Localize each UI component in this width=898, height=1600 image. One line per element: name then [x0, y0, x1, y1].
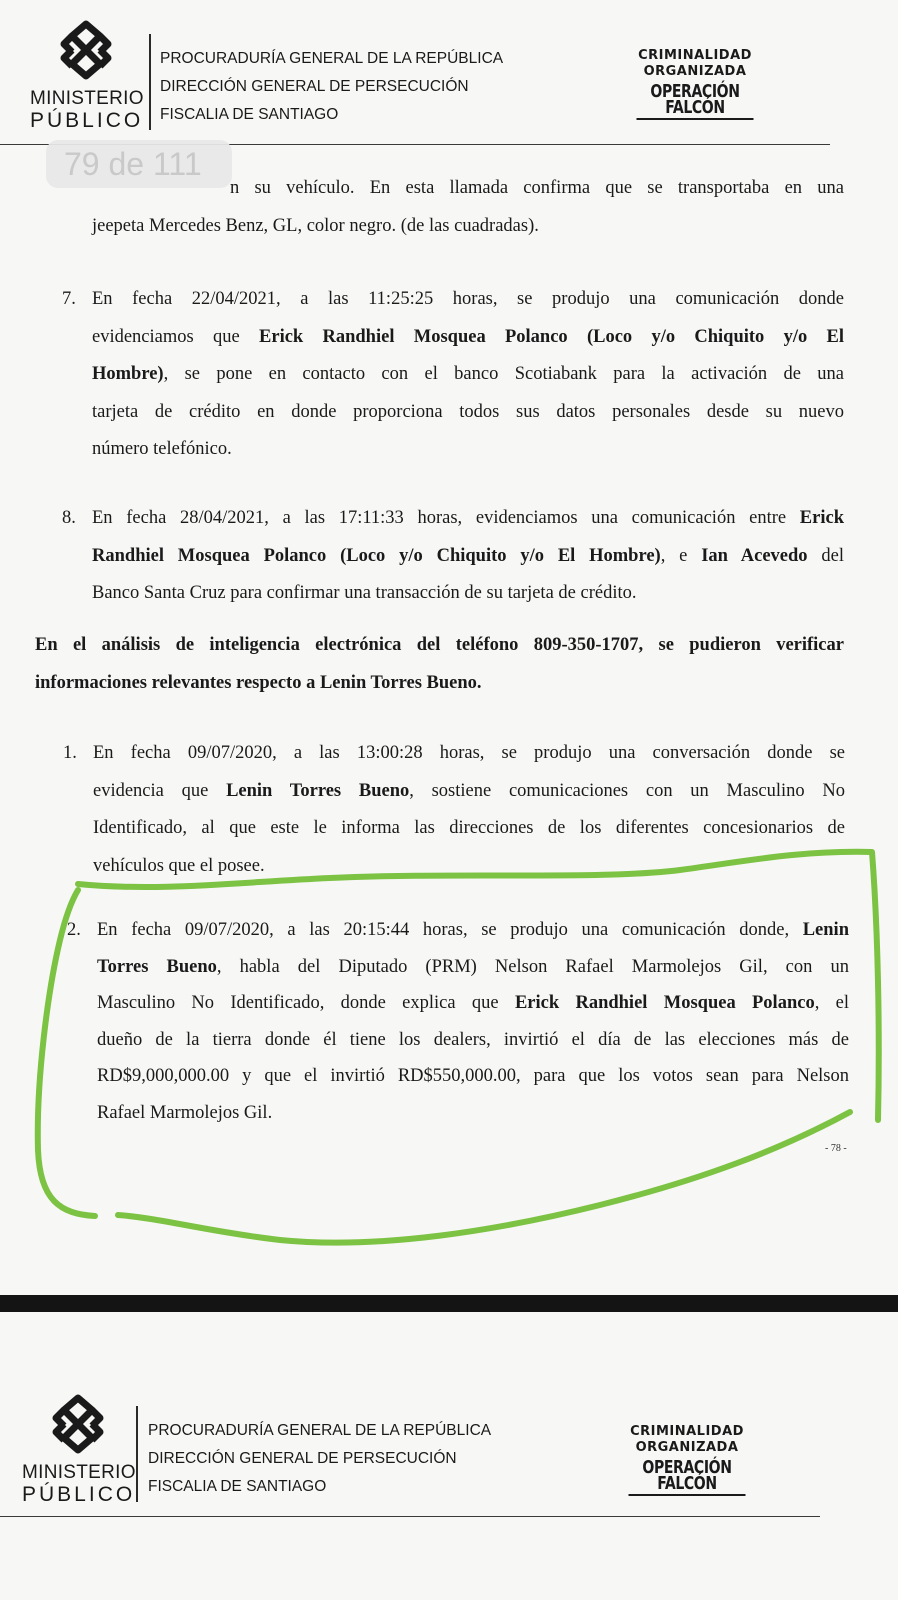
text-line: En fecha 22/04/2021, a las 11:25:25 horas, se produjo una comunicación donde	[92, 289, 844, 309]
institution-lines	[148, 1417, 491, 1501]
institution-line: FISCALIA DE SANTIAGO	[148, 1478, 327, 1495]
unit-line: CRIMINALIDAD	[630, 1424, 744, 1439]
institution-line: DIRECCIÓN GENERAL DE PERSECUCIÓN	[148, 1450, 457, 1467]
header-divider	[136, 1406, 138, 1502]
text-run: evidenciamos que	[92, 326, 260, 347]
bold-run: Ian Acevedo	[701, 545, 808, 566]
item-number: 2.	[67, 920, 81, 940]
document-page	[0, 1312, 898, 1600]
text-line: Banco Santa Cruz para confirmar una transacción de su tarjeta de crédito.	[92, 583, 637, 603]
text-line: vehículos que el posee.	[93, 855, 265, 876]
text-run: En fecha 28/04/2021, a las 17:11:33 horas, evidenciamos una comunicación entre	[92, 508, 800, 528]
text-line: En fecha 09/07/2020, a las 13:00:28 horas, se produjo una conversación donde se	[93, 743, 845, 763]
institution-line: PROCURADURÍA GENERAL DE LA REPÚBLICA	[148, 1422, 492, 1439]
text-line: n su vehículo. En esta llamada confirma que se transportaba en una	[230, 178, 844, 198]
logo-text-publico: PÚBLICO	[22, 1483, 136, 1506]
text-line: tarjeta de crédito en donde proporciona todos sus datos personales desde su nuevo	[92, 401, 844, 422]
institution-line: PROCURADURÍA GENERAL DE LA REPÚBLICA	[160, 50, 504, 67]
text-line: informaciones relevantes respecto a Lenin Torres Bueno.	[35, 672, 482, 693]
bold-run: Erick	[799, 508, 844, 528]
institution-line: FISCALIA DE SANTIAGO	[160, 106, 339, 123]
unit-line: ORGANIZADA	[643, 64, 747, 79]
text-run: , se pone en contacto con el banco Scotiabank para la activación de una	[163, 364, 844, 384]
text-run: del	[807, 545, 844, 566]
text-line: jeepeta Mercedes Benz, GL, color negro. (de las cuadradas).	[92, 215, 539, 236]
logo-text-ministerio: MINISTERIO	[30, 88, 144, 109]
unit-line: ORGANIZADA	[635, 1440, 739, 1455]
annotation-stroke-left	[38, 890, 95, 1216]
page-number: - 78 -	[825, 1143, 847, 1154]
text-line: En el análisis de inteligencia electrónica del teléfono 809-350-1707, se pudieron verificar	[35, 635, 844, 655]
text-run: En fecha 09/07/2020, a las 20:15:44 horas, se produjo una comunicación donde,	[97, 920, 803, 940]
item-number: 8.	[62, 508, 76, 528]
bold-run: Lenin	[802, 920, 849, 940]
annotation-stroke-top	[78, 852, 879, 1120]
bold-run: Hombre)	[92, 364, 164, 384]
operation-name: OPERACIÓN FALCÓN	[629, 1460, 746, 1496]
page-separator	[0, 1295, 898, 1312]
ministerio-publico-logo	[22, 1392, 134, 1506]
logo-text-ministerio: MINISTERIO	[22, 1462, 136, 1483]
unit-line: CRIMINALIDAD	[638, 48, 752, 63]
item-number: 7.	[62, 289, 76, 309]
bold-run: Torres Bueno	[97, 956, 217, 977]
annotation-stroke-bottom	[118, 1112, 850, 1243]
bold-run: Erick Randhiel Mosquea Polanco	[514, 993, 815, 1013]
bold-run: Erick Randhiel Mosquea Polanco (Loco y/o Chiquito y/o El	[259, 326, 845, 347]
unit-block	[612, 1424, 762, 1496]
text-run: , el	[814, 993, 849, 1013]
bold-run: Randhiel Mosquea Polanco (Loco y/o Chiquito y/o El Hombre)	[92, 545, 661, 566]
knot-logo-icon	[50, 1392, 106, 1456]
text-run: , e	[660, 545, 702, 566]
page-header	[0, 1372, 898, 1512]
page-counter-badge: 79 de 111	[46, 140, 232, 188]
text-run: , habla del Diputado (PRM) Nelson Rafael Marmolejos Gil, con un	[216, 956, 849, 977]
text-line: Rafael Marmolejos Gil.	[97, 1102, 273, 1123]
header-rule	[0, 1516, 820, 1517]
text-run: Masculino No Identificado, donde explica que	[97, 993, 515, 1013]
institution-line: DIRECCIÓN GENERAL DE PERSECUCIÓN	[160, 78, 469, 95]
bold-run: Lenin Torres Bueno	[226, 780, 410, 801]
text-line: RD$9,000,000.00 y que el invirtió RD$550,000.00, para que los votos sean para Nelson	[97, 1066, 849, 1086]
operation-name: OPERACIÓN FALCÓN	[637, 84, 754, 120]
text-run: , sostiene comunicaciones con un Masculino No	[409, 780, 845, 801]
text-line: Identificado, al que este le informa las direcciones de los diferentes concesionarios de	[93, 818, 845, 838]
text-line: número telefónico.	[92, 439, 232, 459]
text-run: evidencia que	[93, 780, 227, 801]
item-number: 1.	[63, 743, 77, 763]
text-line: dueño de la tierra donde él tiene los dealers, invirtió el día de las elecciones más de	[97, 1029, 849, 1050]
logo-text-publico: PÚBLICO	[30, 109, 144, 132]
